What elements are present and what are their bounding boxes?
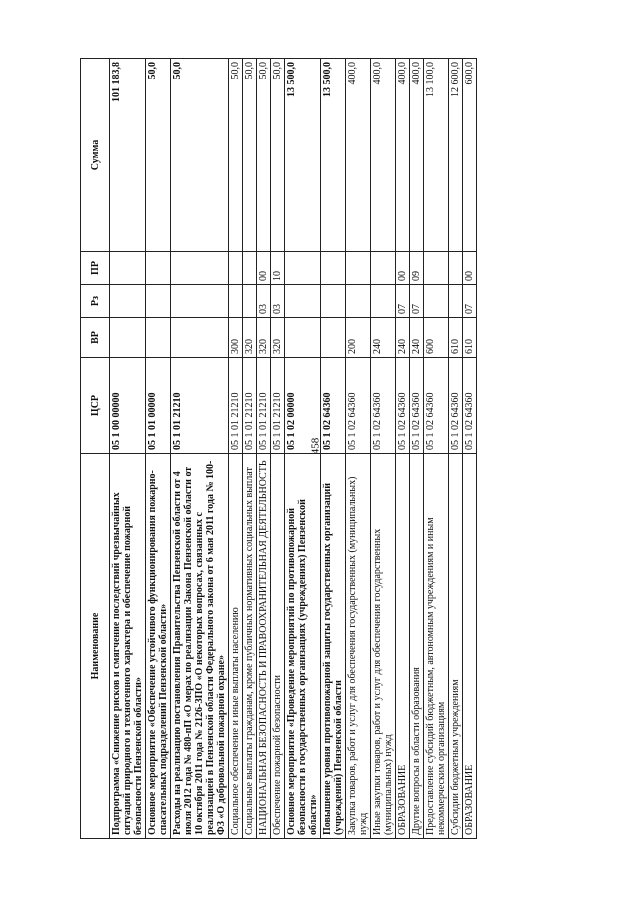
cell-csr: 05 1 02 64360 xyxy=(396,358,410,454)
header-csr: ЦСР xyxy=(81,358,110,454)
cell-pr: 10 xyxy=(271,252,285,285)
cell-vr xyxy=(146,318,171,358)
cell-rz xyxy=(346,285,371,318)
cell-vr: 240 xyxy=(371,318,396,358)
cell-sum: 50,0 xyxy=(171,59,229,252)
cell-pr: 00 xyxy=(257,252,271,285)
cell-pr: 09 xyxy=(410,252,424,285)
cell-name: Основное мероприятие «Обеспечение устойчивого функционирования пожарно-спасательных подразделений Пензенской области» xyxy=(146,454,171,839)
cell-csr: 05 1 02 64360 xyxy=(410,358,424,454)
cell-name: Подпрограмма «Снижение рисков и смягчение последствий чрезвычайных ситуаций природного и техногенного характера и обеспечение пожарной безопасности Пензенской области» xyxy=(110,454,146,839)
cell-rz xyxy=(110,285,146,318)
cell-name: Предоставление субсидий бюджетным, автономным учреждениям и иным некоммерческим организациям xyxy=(424,454,449,839)
table-row xyxy=(449,59,463,839)
cell-name: ОБРАЗОВАНИЕ xyxy=(396,454,410,839)
cell-csr: 05 1 01 21210 xyxy=(229,358,243,454)
table-row xyxy=(410,59,424,839)
cell-rz xyxy=(424,285,449,318)
cell-pr xyxy=(229,252,243,285)
cell-name: Обеспечение пожарной безопасности xyxy=(271,454,285,839)
cell-name: Основное мероприятие «Проведение мероприятий по противопожарной безопасности в государственных организациях (учреждениях) Пензенской области» xyxy=(285,454,321,839)
cell-vr: 240 xyxy=(410,318,424,358)
cell-pr xyxy=(146,252,171,285)
cell-csr: 05 1 02 64360 xyxy=(449,358,463,454)
cell-pr xyxy=(110,252,146,285)
header-rz: Рз xyxy=(81,285,110,318)
header-name: Наименование xyxy=(81,454,110,839)
cell-sum: 50,0 xyxy=(271,59,285,252)
cell-name: Субсидии бюджетным учреждениям xyxy=(449,454,463,839)
cell-sum: 13 100,0 xyxy=(424,59,449,252)
cell-csr: 05 1 00 00000 xyxy=(110,358,146,454)
cell-sum: 50,0 xyxy=(146,59,171,252)
cell-csr: 05 1 01 21210 xyxy=(271,358,285,454)
cell-pr: 00 xyxy=(396,252,410,285)
cell-name: Другие вопросы в области образования xyxy=(410,454,424,839)
cell-csr: 05 1 02 64360 xyxy=(371,358,396,454)
cell-csr: 05 1 02 64360 xyxy=(346,358,371,454)
cell-sum: 13 500,0 xyxy=(321,59,346,252)
cell-sum: 50,0 xyxy=(243,59,257,252)
cell-sum: 400,0 xyxy=(346,59,371,252)
table-row xyxy=(243,59,257,839)
table-row xyxy=(110,59,146,839)
cell-rz xyxy=(171,285,229,318)
cell-name: Расходы на реализацию постановления Правительства Пензенской области от 4 июля 2012 года № 480-пП «О мерах по реализации Закона Пензенской области от 10 октября 2011 года № 2126-ЗПО «О некоторых вопросах, связанных с реализацией в Пензенской области Федерального закона от 6 мая 2011 года № 100-ФЗ «О добровольной пожарной охране» xyxy=(171,454,229,839)
cell-vr xyxy=(321,318,346,358)
cell-name: Социальные выплаты гражданам, кроме публичных нормативных социальных выплат xyxy=(243,454,257,839)
table-row xyxy=(321,59,346,839)
cell-pr: 00 xyxy=(463,252,477,285)
table-row xyxy=(257,59,271,839)
cell-rz xyxy=(146,285,171,318)
cell-sum: 50,0 xyxy=(229,59,243,252)
table-row xyxy=(146,59,171,839)
table-row xyxy=(271,59,285,839)
cell-rz: 07 xyxy=(463,285,477,318)
cell-vr xyxy=(285,318,321,358)
cell-vr: 610 xyxy=(463,318,477,358)
table-body xyxy=(110,59,477,839)
table-row xyxy=(371,59,396,839)
header-sum: Сумма xyxy=(81,59,110,252)
cell-rz xyxy=(285,285,321,318)
cell-sum: 400,0 xyxy=(371,59,396,252)
cell-csr: 05 1 01 21210 xyxy=(257,358,271,454)
cell-rz xyxy=(321,285,346,318)
cell-sum: 400,0 xyxy=(396,59,410,252)
cell-vr: 600 xyxy=(424,318,449,358)
table-header-row xyxy=(81,59,110,839)
cell-rz: 03 xyxy=(271,285,285,318)
cell-vr: 610 xyxy=(449,318,463,358)
cell-pr xyxy=(424,252,449,285)
cell-csr: 05 1 01 21210 xyxy=(171,358,229,454)
cell-csr: 05 1 02 64360 xyxy=(321,358,346,454)
cell-pr xyxy=(449,252,463,285)
table-row xyxy=(424,59,449,839)
cell-pr xyxy=(371,252,396,285)
cell-name: НАЦИОНАЛЬНАЯ БЕЗОПАСНОСТЬ И ПРАВООХРАНИТЕЛЬНАЯ ДЕЯТЕЛЬНОСТЬ xyxy=(257,454,271,839)
cell-rz: 07 xyxy=(410,285,424,318)
cell-vr: 200 xyxy=(346,318,371,358)
cell-name: Иные закупки товаров, работ и услуг для обеспечения государственных (муниципальных) нужд xyxy=(371,454,396,839)
cell-name: Социальное обеспечение и иные выплаты населению xyxy=(229,454,243,839)
table-row xyxy=(171,59,229,839)
cell-pr xyxy=(171,252,229,285)
cell-vr: 300 xyxy=(229,318,243,358)
page-number: 458 xyxy=(309,437,322,455)
cell-vr: 320 xyxy=(243,318,257,358)
cell-vr: 240 xyxy=(396,318,410,358)
cell-sum: 50,0 xyxy=(257,59,271,252)
cell-pr xyxy=(321,252,346,285)
table-row xyxy=(346,59,371,839)
cell-pr xyxy=(243,252,257,285)
table-row xyxy=(463,59,477,839)
cell-csr: 05 1 01 21210 xyxy=(243,358,257,454)
header-vr: ВР xyxy=(81,318,110,358)
header-pr: ПР xyxy=(81,252,110,285)
cell-vr: 320 xyxy=(257,318,271,358)
cell-sum: 12 600,0 xyxy=(449,59,463,252)
cell-name: Закупка товаров, работ и услуг для обеспечения государственных (муниципальных) нужд xyxy=(346,454,371,839)
cell-csr: 05 1 02 00000 xyxy=(285,358,321,454)
cell-rz xyxy=(229,285,243,318)
budget-table xyxy=(80,58,477,839)
cell-name: ОБРАЗОВАНИЕ xyxy=(463,454,477,839)
cell-rz xyxy=(449,285,463,318)
cell-csr: 05 1 01 00000 xyxy=(146,358,171,454)
cell-pr xyxy=(285,252,321,285)
cell-rz: 07 xyxy=(396,285,410,318)
table-row xyxy=(396,59,410,839)
cell-sum: 13 500,0 xyxy=(285,59,321,252)
rotated-page xyxy=(80,59,560,839)
cell-name: Повышение уровня противопожарной защиты государственных организаций (учреждений) Пензенской области xyxy=(321,454,346,839)
cell-rz: 03 xyxy=(257,285,271,318)
cell-vr xyxy=(171,318,229,358)
table-row xyxy=(229,59,243,839)
cell-vr: 320 xyxy=(271,318,285,358)
cell-csr: 05 1 02 64360 xyxy=(424,358,449,454)
table-row xyxy=(285,59,321,839)
cell-sum: 400,0 xyxy=(410,59,424,252)
cell-sum: 600,0 xyxy=(463,59,477,252)
cell-rz xyxy=(371,285,396,318)
cell-sum: 101 183,8 xyxy=(110,59,146,252)
cell-rz xyxy=(243,285,257,318)
cell-pr xyxy=(346,252,371,285)
cell-csr: 05 1 02 64360 xyxy=(463,358,477,454)
cell-vr xyxy=(110,318,146,358)
